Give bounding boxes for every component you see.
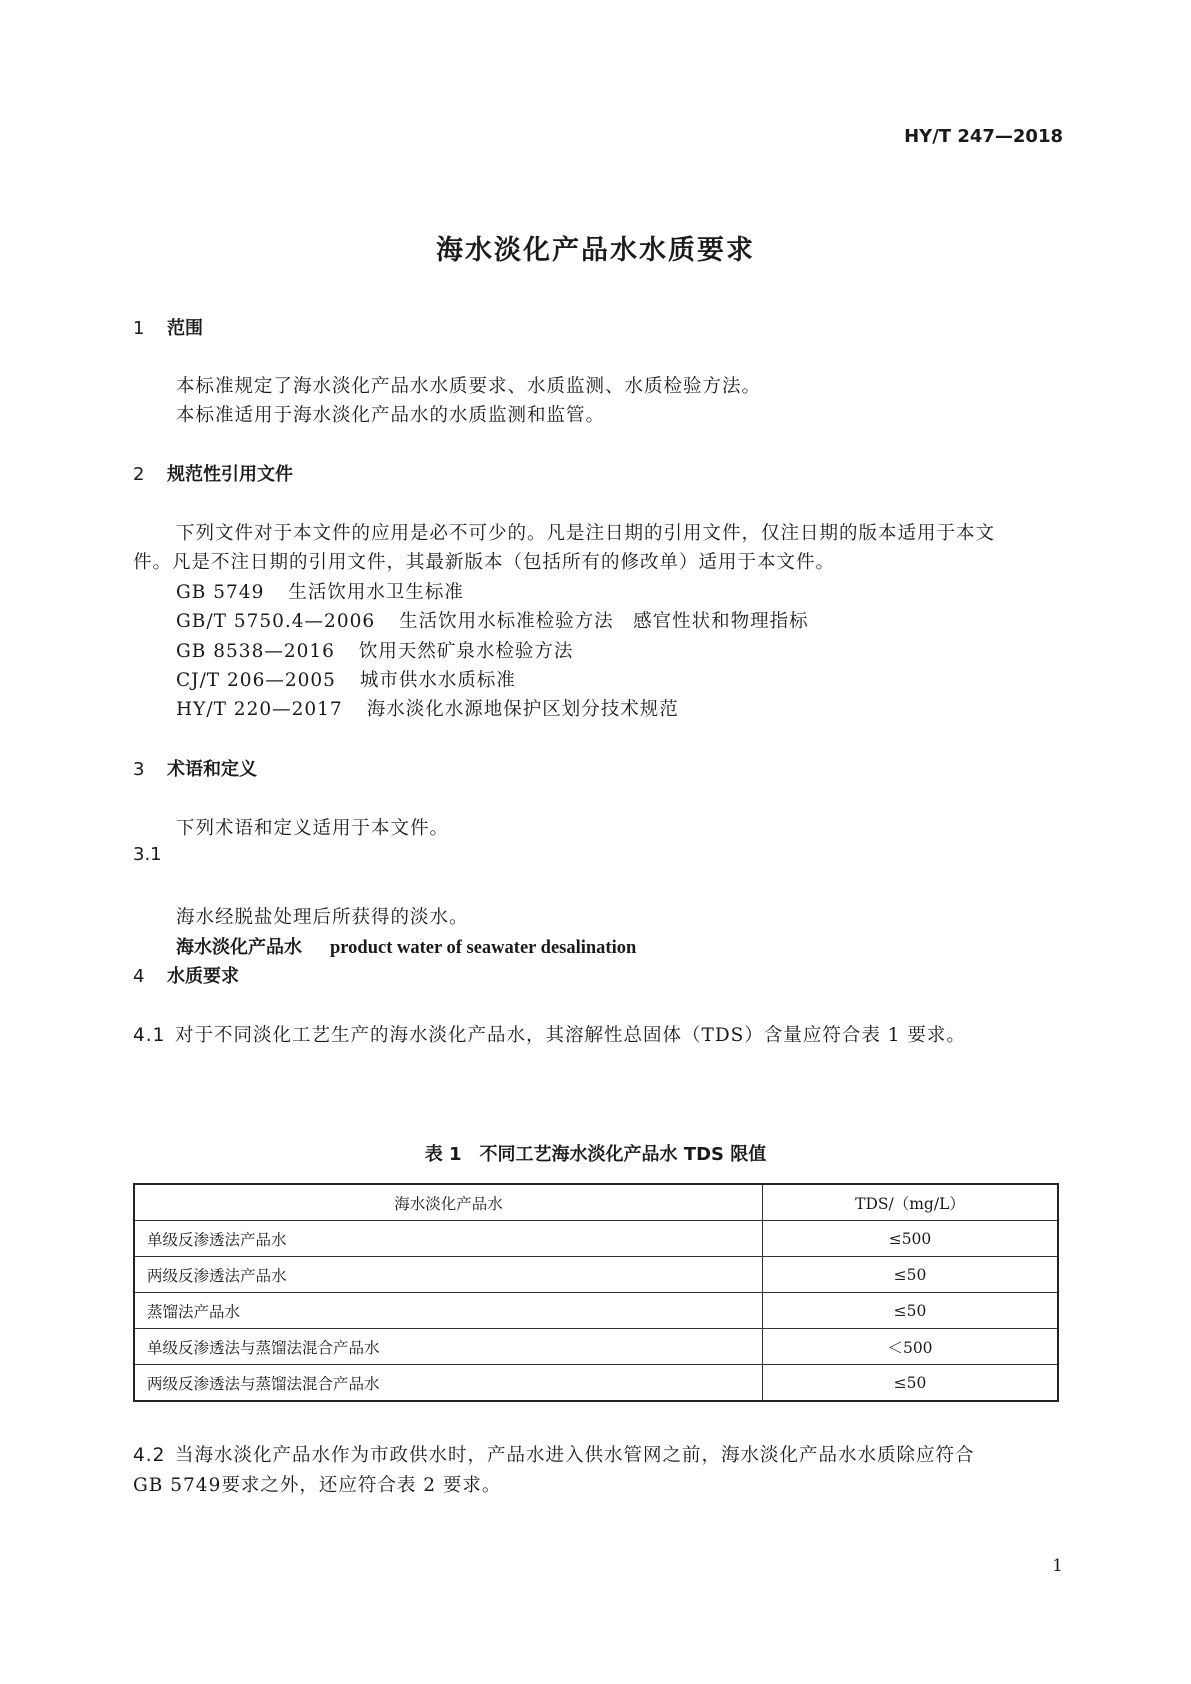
section-3-heading bbox=[133, 755, 257, 781]
section-title: 规范性引用文件 bbox=[167, 464, 293, 485]
table-caption: 表 1 不同工艺海水淡化产品水 TDS 限值 bbox=[424, 1144, 767, 1165]
paragraph: 本标准规定了海水淡化产品水水质要求、水质监测、水质检验方法。 bbox=[176, 376, 762, 397]
reference-item bbox=[176, 695, 679, 721]
section-1-heading bbox=[133, 314, 203, 340]
section-title: 术语和定义 bbox=[167, 759, 257, 780]
page-number: 1 bbox=[1052, 1556, 1063, 1576]
reference-item bbox=[176, 607, 809, 633]
reference-item bbox=[176, 578, 464, 604]
paragraph: 件。凡是不注日期的引用文件，其最新版本（包括所有的修改单）适用于本文件。 bbox=[133, 552, 836, 573]
tds-table bbox=[133, 1183, 1059, 1402]
clause-number: 4.2 bbox=[133, 1445, 166, 1466]
table-row bbox=[134, 1329, 1058, 1365]
section-4-heading bbox=[133, 962, 239, 988]
column-header: TDS/（mg/L） bbox=[763, 1184, 1059, 1221]
reference-title: 生活饮用水卫生标准 bbox=[288, 582, 464, 603]
clause-number: 3.1 bbox=[133, 844, 162, 865]
reference-title: 城市供水水质标准 bbox=[359, 670, 516, 691]
clause-number: 4.1 bbox=[133, 1025, 166, 1046]
term-chinese: 海水淡化产品水 bbox=[176, 937, 302, 958]
table-row bbox=[134, 1365, 1058, 1402]
paragraph: GB 5749要求之外，还应符合表 2 要求。 bbox=[133, 1475, 502, 1496]
reference-title: 生活饮用水标准检验方法 感官性状和物理指标 bbox=[399, 611, 809, 632]
reference-code: HY/T 220—2017 bbox=[176, 699, 343, 720]
table-row bbox=[134, 1293, 1058, 1329]
table-cell: 单级反渗透法与蒸馏法混合产品水 bbox=[134, 1329, 763, 1365]
section-number: 1 bbox=[133, 318, 145, 339]
reference-code: CJ/T 206—2005 bbox=[176, 670, 336, 691]
section-number: 4 bbox=[133, 966, 145, 987]
reference-title: 海水淡化水源地保护区划分技术规范 bbox=[366, 699, 679, 720]
document-title: 海水淡化产品水水质要求 bbox=[436, 235, 755, 266]
section-title: 范围 bbox=[167, 318, 203, 339]
table-cell: ≤50 bbox=[763, 1257, 1059, 1293]
standard-number: HY/T 247—2018 bbox=[904, 126, 1063, 147]
term-entry bbox=[176, 933, 636, 959]
clause-4-1 bbox=[133, 1021, 966, 1047]
table-cell: 蒸馏法产品水 bbox=[134, 1293, 763, 1329]
clause-4-2 bbox=[133, 1441, 975, 1467]
clause-text: 对于不同淡化工艺生产的海水淡化产品水，其溶解性总固体（TDS）含量应符合表 1 要求。 bbox=[175, 1025, 966, 1046]
column-header: 海水淡化产品水 bbox=[134, 1184, 763, 1221]
term-english: product water of seawater desalination bbox=[330, 938, 637, 958]
section-number: 3 bbox=[133, 759, 145, 780]
table-row bbox=[134, 1221, 1058, 1257]
table-cell: ＜500 bbox=[763, 1329, 1059, 1365]
table-cell: ≤50 bbox=[763, 1293, 1059, 1329]
table-cell: ≤50 bbox=[763, 1365, 1059, 1402]
term-definition: 海水经脱盐处理后所获得的淡水。 bbox=[176, 907, 469, 928]
paragraph: 下列术语和定义适用于本文件。 bbox=[176, 818, 450, 839]
table-header-row bbox=[134, 1184, 1058, 1221]
reference-item bbox=[176, 637, 573, 663]
table-cell: 单级反渗透法产品水 bbox=[134, 1221, 763, 1257]
section-2-heading bbox=[133, 460, 293, 486]
table-cell: 两级反渗透法与蒸馏法混合产品水 bbox=[134, 1365, 763, 1402]
table-cell: ≤500 bbox=[763, 1221, 1059, 1257]
paragraph: 下列文件对于本文件的应用是必不可少的。凡是注日期的引用文件，仅注日期的版本适用于本文 bbox=[176, 523, 996, 544]
table-row bbox=[134, 1257, 1058, 1293]
paragraph: 本标准适用于海水淡化产品水的水质监测和监管。 bbox=[176, 405, 606, 426]
reference-code: GB/T 5750.4—2006 bbox=[176, 611, 376, 632]
section-title: 水质要求 bbox=[167, 966, 239, 987]
reference-code: GB 8538—2016 bbox=[176, 641, 335, 662]
reference-item bbox=[176, 666, 516, 692]
reference-code: GB 5749 bbox=[176, 582, 265, 603]
reference-title: 饮用天然矿泉水检验方法 bbox=[358, 641, 574, 662]
section-number: 2 bbox=[133, 464, 145, 485]
table-cell: 两级反渗透法产品水 bbox=[134, 1257, 763, 1293]
clause-text: 当海水淡化产品水作为市政供水时，产品水进入供水管网之前，海水淡化产品水水质除应符合 bbox=[175, 1445, 975, 1466]
